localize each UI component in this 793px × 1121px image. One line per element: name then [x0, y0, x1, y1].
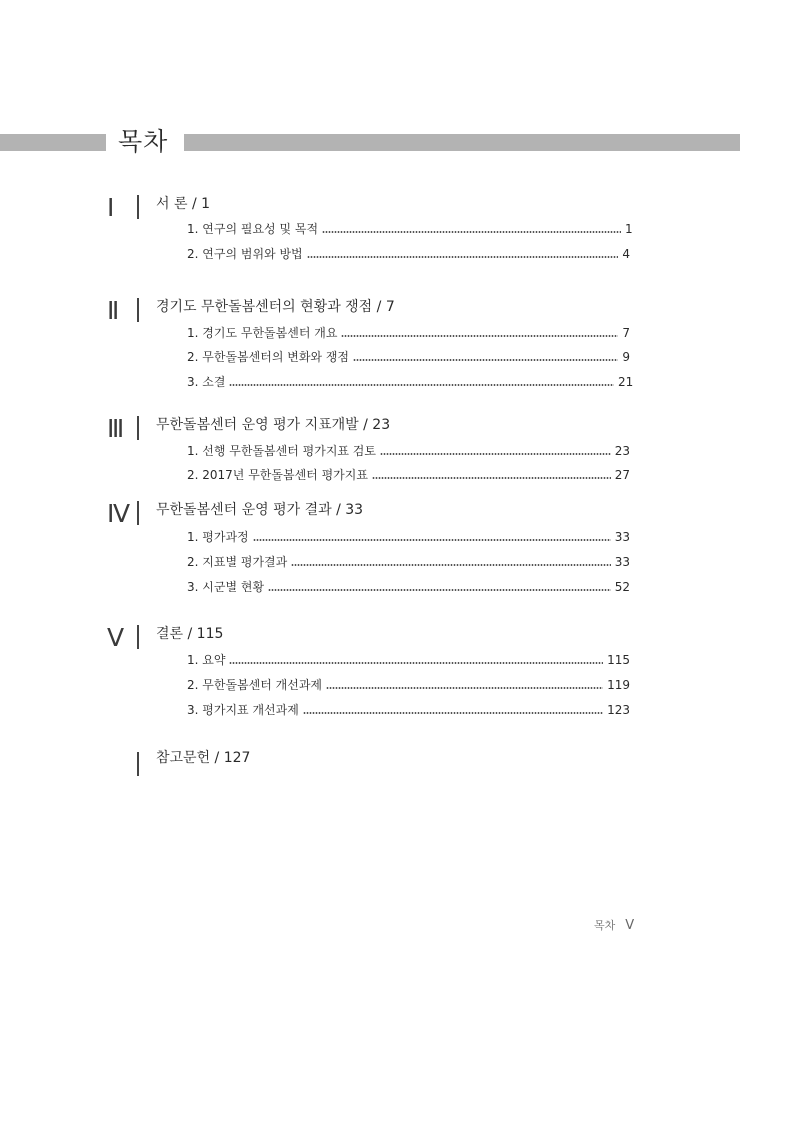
toc-entry-label: 1. 선행 무한돌봄센터 평가지표 검토 — [187, 444, 376, 458]
toc-entry[interactable] — [187, 323, 630, 341]
toc-entry-page: 21 — [618, 375, 634, 389]
dot-leader — [322, 230, 621, 234]
chapter-numeral: Ⅳ — [107, 499, 131, 528]
toc-entry-label: 2. 연구의 범위와 방법 — [187, 247, 303, 261]
toc-entry-page: 115 — [607, 653, 630, 667]
chapter-title[interactable]: 결론 / 115 — [156, 626, 224, 642]
page-title: 목차 — [118, 127, 169, 156]
toc-entry-page: 33 — [614, 530, 630, 544]
chapter-divider — [137, 416, 139, 440]
dot-leader — [326, 686, 603, 690]
toc-entry-label: 2. 무한돌봄센터 개선과제 — [187, 678, 322, 692]
toc-entry-label: 2. 2017년 무한돌봄센터 평가지표 — [187, 468, 368, 482]
toc-entry-label: 3. 평가지표 개선과제 — [187, 703, 299, 717]
footer-page-number: V — [625, 918, 635, 933]
toc-entry-page: 27 — [614, 468, 630, 482]
chapter-divider — [137, 752, 139, 776]
toc-entry[interactable] — [187, 441, 630, 459]
toc-entry-label: 2. 지표별 평가결과 — [187, 555, 288, 569]
toc-entry-page: 7 — [622, 326, 630, 340]
toc-entry[interactable] — [187, 650, 630, 668]
title-bar-right — [184, 134, 740, 151]
chapter-title[interactable]: 무한돌봄센터 운영 평가 지표개발 / 23 — [156, 417, 391, 433]
toc-entry-page: 23 — [614, 444, 630, 458]
chapter-numeral: Ⅲ — [107, 414, 125, 443]
page-footer — [594, 919, 634, 933]
chapter-numeral: Ⅰ — [107, 193, 115, 222]
dot-leader — [380, 452, 611, 456]
toc-entry-label: 3. 소결 — [187, 375, 226, 389]
toc-entry-page: 33 — [614, 555, 630, 569]
toc-entry-label: 3. 시군별 현황 — [187, 580, 265, 594]
dot-leader — [229, 661, 603, 665]
toc-entry-label: 1. 요약 — [187, 653, 226, 667]
toc-entry[interactable] — [187, 675, 630, 693]
footer-label: 목차 — [594, 919, 616, 932]
dot-leader — [353, 358, 618, 362]
toc-entry-page: 119 — [607, 678, 630, 692]
toc-entry-label: 1. 연구의 필요성 및 목적 — [187, 222, 319, 236]
toc-entry[interactable] — [187, 465, 630, 483]
dot-leader — [253, 538, 611, 542]
toc-entry[interactable] — [187, 244, 630, 262]
dot-leader — [307, 255, 619, 259]
toc-entry-label: 1. 경기도 무한돌봄센터 개요 — [187, 326, 338, 340]
toc-entry[interactable] — [187, 219, 633, 237]
chapter-divider — [137, 298, 139, 322]
dot-leader — [303, 711, 603, 715]
chapter-divider — [137, 501, 139, 525]
toc-entry-page: 4 — [622, 247, 630, 261]
toc-entry-page: 9 — [622, 350, 630, 364]
dot-leader — [291, 563, 610, 567]
toc-entry[interactable] — [187, 372, 634, 390]
chapter-title[interactable]: 무한돌봄센터 운영 평가 결과 / 33 — [156, 502, 364, 518]
chapter-numeral: Ⅱ — [107, 296, 120, 325]
toc-entry[interactable] — [187, 577, 630, 595]
toc-entry[interactable] — [187, 700, 630, 718]
chapter-divider — [137, 625, 139, 649]
dot-leader — [229, 383, 614, 387]
dot-leader — [341, 334, 618, 338]
toc-entry[interactable] — [187, 527, 630, 545]
chapter-title[interactable]: 경기도 무한돌봄센터의 현황과 쟁점 / 7 — [156, 299, 395, 315]
chapter-title[interactable]: 참고문헌 / 127 — [156, 750, 251, 766]
toc-entry[interactable] — [187, 552, 630, 570]
toc-entry-page: 123 — [607, 703, 630, 717]
toc-entry-label: 2. 무한돌봄센터의 변화와 쟁점 — [187, 350, 349, 364]
dot-leader — [372, 476, 611, 480]
toc-entry-page: 52 — [614, 580, 630, 594]
chapter-title[interactable]: 서 론 / 1 — [156, 196, 211, 212]
chapter-divider — [137, 195, 139, 219]
toc-entry[interactable] — [187, 347, 630, 365]
chapter-numeral: Ⅴ — [107, 623, 125, 652]
title-bar-left — [0, 134, 106, 151]
toc-entry-page: 1 — [625, 222, 633, 236]
dot-leader — [268, 588, 611, 592]
toc-entry-label: 1. 평가과정 — [187, 530, 249, 544]
